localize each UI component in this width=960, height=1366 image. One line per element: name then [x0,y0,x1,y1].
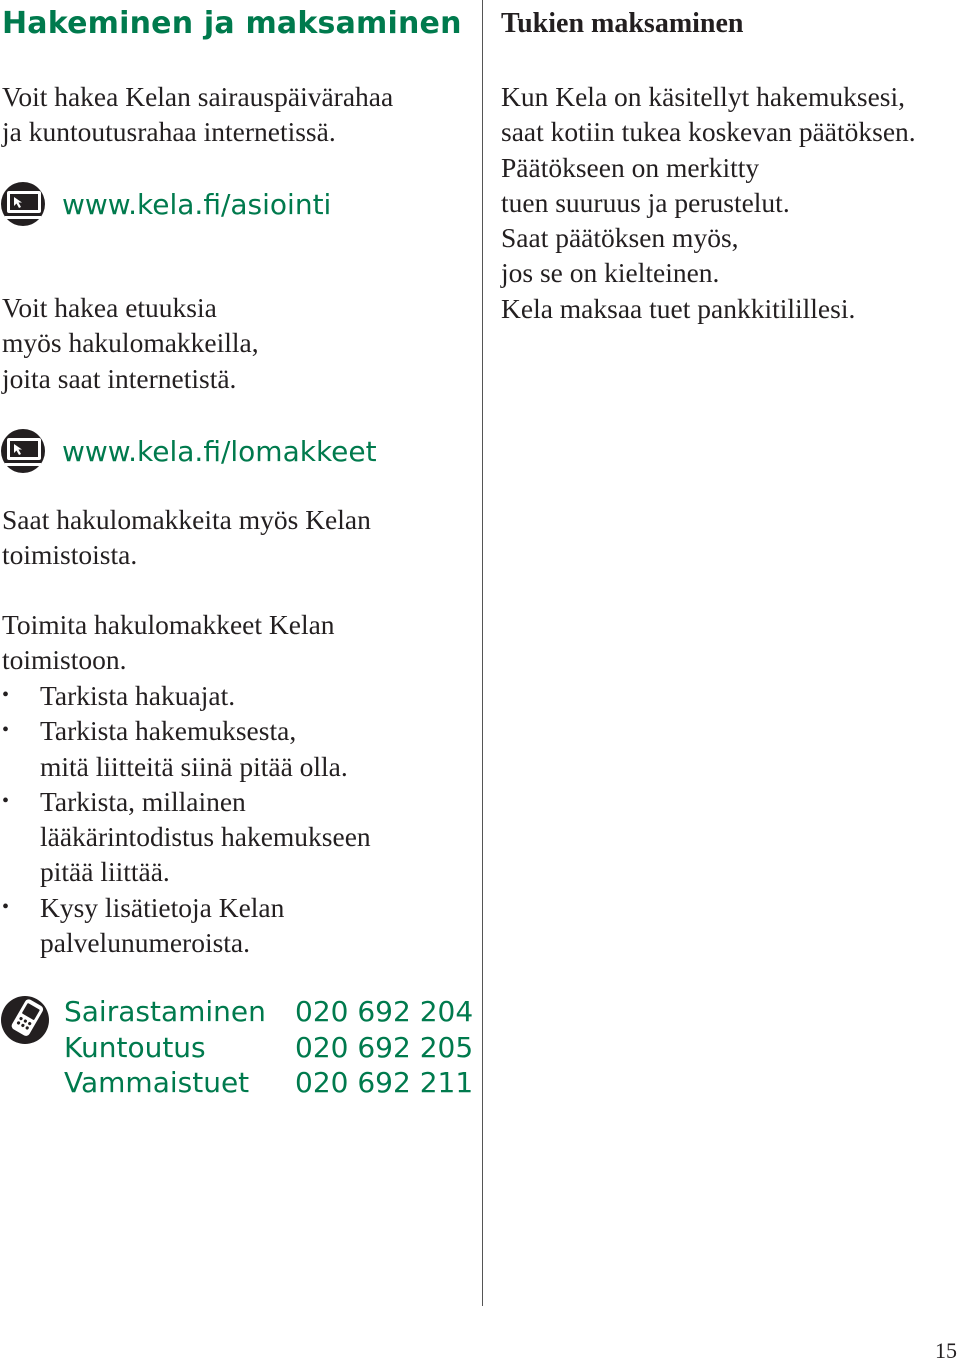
payment-line: Päätökseen on merkitty [501,151,760,183]
intro-line: Voit hakea Kelan sairauspäivärahaa [2,81,394,112]
payment-paragraph [501,79,916,326]
asiointi-link[interactable]: www.kela.fi/asiointi [62,187,332,221]
column-divider [482,0,483,1306]
phone-number[interactable]: 020 692 211 [295,1066,474,1100]
payment-line: Kela maksaa tuet pankkitilillesi. [501,292,856,324]
offices-paragraph [2,502,371,573]
table-row [64,1065,473,1101]
submit-line: Toimita hakulomakkeet Kelan [2,609,335,640]
list-item [2,890,371,961]
mobile-phone-icon [0,994,50,1046]
service-label: Sairastaminen [64,995,266,1029]
computer-screen-cursor-icon [0,181,46,227]
list-item-line: • Tarkista hakuajat. [40,680,236,711]
list-item-line: • Tarkista, millainen [40,785,246,817]
checklist [2,678,371,960]
list-item-line: • Tarkista hakemuksesta, [40,715,297,747]
payment-line: Saat päätöksen myös, [501,222,739,254]
asiointi-link-row [0,181,331,227]
right-heading: Tukien maksaminen [501,8,744,39]
list-item [2,784,371,890]
list-item-line: pitää liittää. [40,856,170,888]
phone-number[interactable]: 020 692 204 [295,995,474,1029]
table-row [64,994,473,1030]
forms-line: myös hakulomakkeilla, [2,327,259,359]
list-item [2,678,371,713]
lomakkeet-link[interactable]: www.kela.fi/lomakkeet [62,434,377,468]
list-item-line: • Kysy lisätietoja Kelan [40,891,285,923]
payment-line: tuen suuruus ja perustelut. [501,186,790,218]
intro-line: ja kuntoutusrahaa internetissä. [2,116,336,148]
service-label: Kuntoutus [64,1030,206,1064]
forms-line: Voit hakea etuuksia [2,292,217,323]
list-item-line: mitä liitteitä siinä pitää olla. [40,750,348,782]
payment-line: saat kotiin tukea koskevan päätöksen. [501,116,916,148]
forms-line: joita saat internetistä. [2,362,237,394]
submit-line: toimistoon. [2,644,127,676]
submit-paragraph [2,607,335,678]
forms-paragraph [2,290,259,396]
list-item [2,713,371,784]
lomakkeet-link-row [0,428,377,474]
payment-line: Kun Kela on käsitellyt hakemuksesi, [501,81,906,112]
service-label: Vammaistuet [64,1066,250,1100]
computer-screen-cursor-icon [0,428,46,474]
phone-number[interactable]: 020 692 205 [295,1030,474,1064]
intro-paragraph [2,79,393,150]
table-row [64,1030,473,1066]
left-heading: Hakeminen ja maksaminen [2,6,462,41]
page-number: 15 [935,1338,957,1363]
list-item-line: lääkärintodistus hakemukseen [40,821,371,853]
phone-number-table [64,994,473,1101]
offices-line: toimistoista. [2,539,138,571]
list-item-line: palvelunumeroista. [40,927,251,959]
payment-line: jos se on kielteinen. [501,257,720,289]
offices-line: Saat hakulomakkeita myös Kelan [2,504,371,535]
